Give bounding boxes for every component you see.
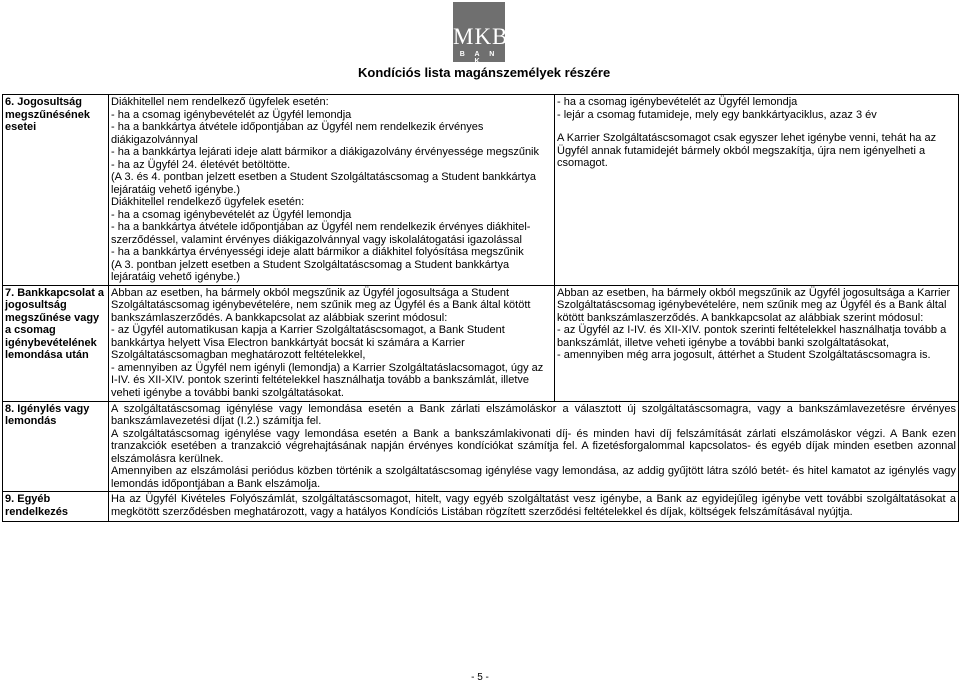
table-row [3,285,959,401]
text-line: - az Ügyfél az I-IV. és XII-XIV. pontok szerinti feltételekkel használhatja tovább a bankszámlát, illetve veheti igénybe a további banki szolgáltatásokat, [557,324,947,349]
text-line: Abban az esetben, ha bármely okból megszűnik az Ügyfél jogosultsága a Student Szolgáltatáscsomag igénybevételére, nem szűnik meg az Ügyfél és a Bank által kötött bankszámlaszerződés. A bankkapcsolat az alábbiak szerint módosul: [111,286,531,324]
text-line: Abban az esetben, ha bármely okból megszűnik az Ügyfél jogosultsága a Karrier Szolgáltatáscsomag igénybevételére, nem szűnik meg az Ügyfél és a Bank által kötött bankszámlaszerződés. A bankkapcsolat az alábbiak szerint módosul: [557,286,951,324]
merged-conditions-cell [109,492,959,522]
text-line: (A 3. pontban jelzett esetben a Student Szolgáltatáscsomag a Student bankkártya lejáratáig vehető igénybe.) [111,258,510,283]
document-title: Kondíciós lista magánszemélyek részére [358,65,611,80]
logo-subtitle: B A N K [459,51,499,65]
row-label: 6. Jogosultság megszűnésének esetei [3,95,109,286]
text-line: Diákhitellel nem rendelkező ügyfelek esetén: [111,96,329,108]
text-line: - ha a csomag igénybevételét az Ügyfél lemondja [557,96,798,108]
text-line: - ha a bankkártya átvétele időpontjában az Ügyfél nem rendelkezik érvényes diákhitel-szerződéssel, valamint érvényes diákigazolvánnyal vagy iskolalátogatási igazolással [111,221,531,246]
text-line: A szolgáltatáscsomag igénylése vagy lemondása esetén a Bank zárlati elszámoláskor a választott új szolgáltatáscsomagra, vagy a bankszámlavezetésre érvényes bankszámlavezetési díjat (I.2.) számítja fel. [111,402,956,427]
text-line: Amennyiben az elszámolási periódus közben történik a szolgáltatáscsomag igénylése vagy lemondása, az addig gyűjtött látra szóló betét- és hitel kamatot az igénylés vagy lemondás időpontjában a Bank elszámolja. [111,465,956,490]
table-row [3,95,959,286]
text-line: A Karrier Szolgáltatáscsomagot csak egyszer lehet igénybe venni, tehát ha az Ügyfél annak futamidejét bármely okból megszakítja, újra nem igényelheti a csomagot. [557,132,937,169]
text-line: - ha a bankkártya érvényességi ideje alatt bármikor a diákhitel folyósítása megszűnik [111,246,524,258]
logo-wordmark: MKB [453,24,509,49]
text-line: Diákhitellel rendelkező ügyfelek esetén: [111,196,305,208]
row-label: 9. Egyéb rendelkezés [3,492,109,522]
text-line: - lejár a csomag futamideje, mely egy bankkártyaciklus, azaz 3 év [557,108,877,121]
student-conditions-cell [109,285,555,401]
spacer [557,121,956,132]
text-line: Ha az Ügyfél Kivételes Folyószámlát, szolgáltatáscsomagot, hitelt, vagy egyéb szolgáltatást vesz igénybe, a Bank az egyidejűleg igénybe vett további szolgáltatásokat a megkötött szerződésben meghatározott, vagy a hatályos Kondíciós Listában rögzített szerződési feltételekkel és díjak, költségek felszámításával nyújtja. [111,493,956,518]
text-line: - ha az Ügyfél 24. életévét betöltötte. [111,158,291,171]
page-number: - 5 - [471,672,489,683]
text-line: - ha a bankkártya átvétele időpontjában az Ügyfél nem rendelkezik érvényes diákigazolvánnyal [111,121,484,146]
table-row [3,492,959,522]
table-row [3,401,959,492]
conditions-table [2,94,959,522]
text-line: - az Ügyfél automatikusan kapja a Karrier Szolgáltatáscsomagot, a Bank Student bankkártya helyett Visa Electron bankkártyát bocsát ki számára a Karrier Szolgáltatáscsomagban meghatározott feltételekkel, [111,324,505,361]
text-line: - amennyiben még arra jogosult, áttérhet a Student Szolgáltatáscsomagra is. [557,349,931,361]
row-label: 7. Bankkapcsolat a jogosultság megszűnése vagy a csomag igénybevételének lemondása után [3,285,109,401]
text-line: A szolgáltatáscsomag igénylése vagy lemondása esetén a Bank a bankszámlakivonati díj- és minden havi díj felszámítását zárlati elszámoláskor végzi. A Bank ezen tranzakciók esetében a tranzakció végrehajtásának napján érvényes kondíciókat számítja fel. A fizetésforgalommal kapcsolatos- és egyéb díjak minden esetben azonnal elszámolásra kerülnek. [111,427,956,465]
merged-conditions-cell [109,401,959,492]
karrier-conditions-cell [555,285,959,401]
text-line: - ha a csomag igénybevételét az Ügyfél lemondja [111,208,352,221]
text-line: - ha a csomag igénybevételét az Ügyfél lemondja [111,108,352,121]
text-line: (A 3. és 4. pontban jelzett esetben a Student Szolgáltatáscsomag a Student bankkártya lejáratáig vehető igénybe.) [111,171,536,196]
karrier-conditions-cell [555,95,959,286]
mkb-bank-logo [453,2,509,65]
row-label: 8. Igénylés vagy lemondás [3,401,109,492]
text-line: - amennyiben az Ügyfél nem igényli (lemondja) a Karrier Szolgáltatáslacsomagot, úgy az I-IV. és XII-XIV. pontok szerinti feltételekkel használhatja tovább a bankszámlát, illetve veheti igénybe a további banki szolgáltatásokat. [111,361,544,399]
text-line: - ha a bankkártya lejárati ideje alatt bármikor a diákigazolvány érvényessége megszűnik [111,146,540,158]
student-conditions-cell [109,95,555,286]
